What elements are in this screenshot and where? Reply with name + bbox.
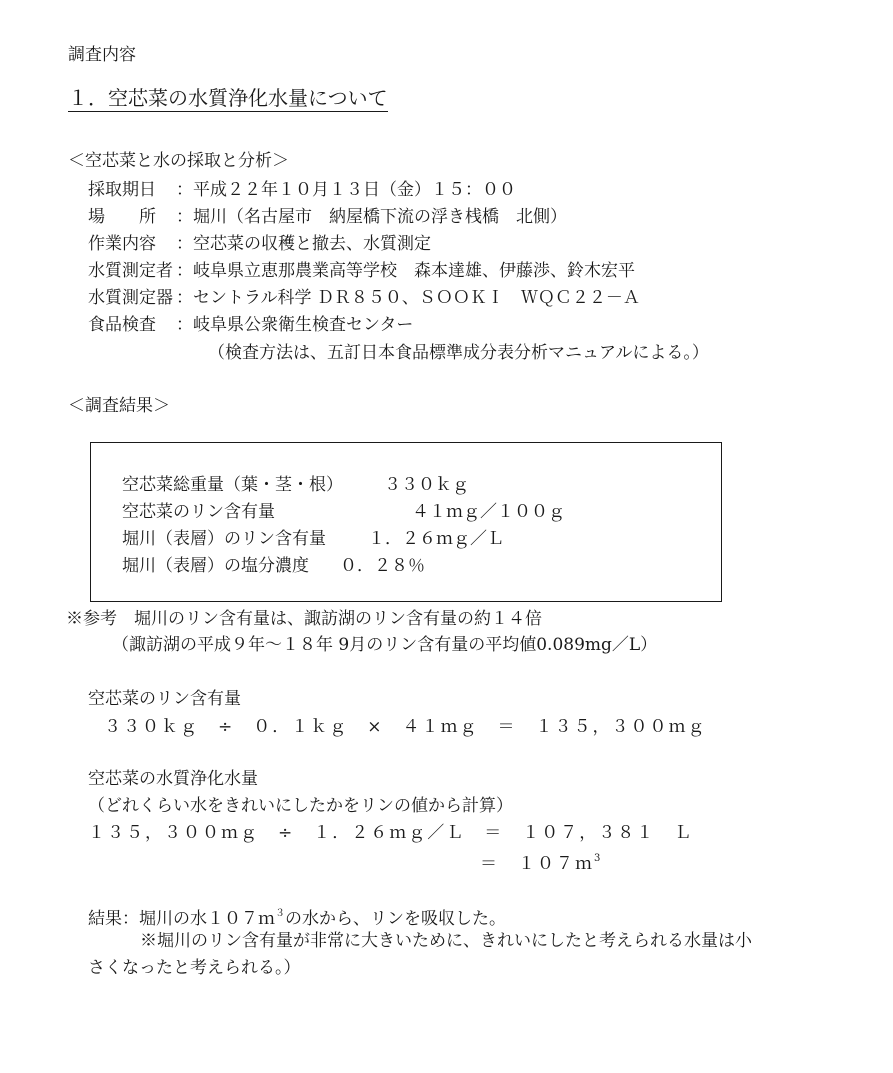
sampling-row bbox=[88, 314, 413, 336]
purification-calc-result bbox=[480, 848, 602, 875]
row-label: 採取期日 bbox=[88, 180, 156, 200]
result-label: 堀川（表層）のリン含有量 bbox=[122, 529, 326, 549]
row-value: 岐阜県公衆衛生検査センター bbox=[193, 315, 414, 335]
row-label: 水質測定者 bbox=[88, 261, 173, 281]
result-row bbox=[122, 501, 565, 523]
row-value: 岐阜県立恵那農業高等学校 森本達雄、伊藤渉、鈴木宏平 bbox=[193, 261, 635, 281]
sampling-row bbox=[88, 179, 516, 201]
row-label: 場 所 bbox=[88, 207, 156, 227]
result-row bbox=[122, 474, 469, 496]
row-colon: ： bbox=[176, 288, 193, 308]
row-value: セントラル科学 ＤＲ８５０、ＳＯＯＫＩ ＷＱＣ２２－Ａ bbox=[193, 288, 640, 308]
result-prefix: ＝ １０７ｍ bbox=[480, 854, 594, 874]
result-label: 堀川（表層）の塩分濃度 bbox=[122, 556, 309, 576]
phosphorus-calc-formula: ３３０ｋｇ ÷ ０．１ｋｇ × ４１ｍｇ ＝ １３５，３００ｍｇ bbox=[104, 717, 707, 737]
conclusion-note: ※堀川のリン含有量が非常に大きいために、きれいにしたと考えられる水量は小 bbox=[140, 931, 752, 951]
result-label: 空芯菜総重量（葉・茎・根） bbox=[122, 475, 343, 495]
conclusion-prefix: 結果：堀川の水１０７ｍ bbox=[88, 909, 275, 929]
inspection-method-note: （検査方法は、五訂日本食品標準成分表分析マニュアルによる。） bbox=[208, 343, 709, 363]
result-value: ３３０ｋｇ bbox=[384, 475, 469, 495]
row-colon: ： bbox=[176, 261, 193, 281]
row-value: 空芯菜の収穫と撤去、水質測定 bbox=[193, 234, 431, 254]
row-colon: ： bbox=[176, 180, 193, 200]
conclusion-note-cont: さくなったと考えられる。） bbox=[88, 958, 301, 978]
sampling-row bbox=[88, 233, 431, 255]
section-title: １．空芯菜の水質浄化水量について bbox=[68, 86, 388, 110]
sampling-heading: ＜空芯菜と水の採取と分析＞ bbox=[68, 151, 289, 171]
result-value: １．２６ｍｇ／Ｌ bbox=[368, 529, 504, 549]
result-row bbox=[122, 528, 504, 550]
conclusion-line bbox=[88, 903, 506, 930]
purification-calc-subheading: （どれくらい水をきれいにしたかをリンの値から計算） bbox=[88, 796, 513, 816]
row-label: 食品検査 bbox=[88, 315, 156, 335]
purification-calc-heading: 空芯菜の水質浄化水量 bbox=[88, 769, 258, 789]
result-value: ０．２８％ bbox=[340, 556, 425, 576]
sampling-row bbox=[88, 206, 567, 228]
row-colon: ： bbox=[176, 234, 193, 254]
row-value: 堀川（名古屋市 納屋橋下流の浮き桟橋 北側） bbox=[193, 207, 567, 227]
result-value: ４１ｍｇ／１００ｇ bbox=[412, 502, 565, 522]
results-heading: ＜調査結果＞ bbox=[68, 396, 170, 416]
section-label: 調査内容 bbox=[68, 45, 136, 65]
row-value: 平成２２年１０月１３日（金）１５：００ bbox=[193, 180, 516, 200]
result-label: 空芯菜のリン含有量 bbox=[122, 502, 275, 522]
reference-detail: （諏訪湖の平成９年～１８年 9月のリン含有量の平均値0.089mg／L） bbox=[112, 635, 658, 655]
reference-line: ※参考 堀川のリン含有量は、諏訪湖のリン含有量の約１４倍 bbox=[66, 609, 542, 629]
cubic-superscript: 3 bbox=[594, 853, 603, 864]
conclusion-superscript: ３ bbox=[275, 908, 285, 919]
row-colon: ： bbox=[176, 207, 193, 227]
result-row bbox=[122, 555, 425, 577]
row-colon: ： bbox=[176, 315, 193, 335]
phosphorus-calc-heading: 空芯菜のリン含有量 bbox=[88, 689, 241, 709]
sampling-row bbox=[88, 287, 640, 309]
purification-calc-formula: １３５，３００ｍｇ ÷ １．２６ｍｇ／Ｌ ＝ １０７，３８１ Ｌ bbox=[88, 823, 694, 843]
row-label: 作業内容 bbox=[88, 234, 156, 254]
conclusion-suffix: の水から、リンを吸収した。 bbox=[285, 909, 506, 929]
row-label: 水質測定器 bbox=[88, 288, 173, 308]
sampling-row bbox=[88, 260, 635, 282]
